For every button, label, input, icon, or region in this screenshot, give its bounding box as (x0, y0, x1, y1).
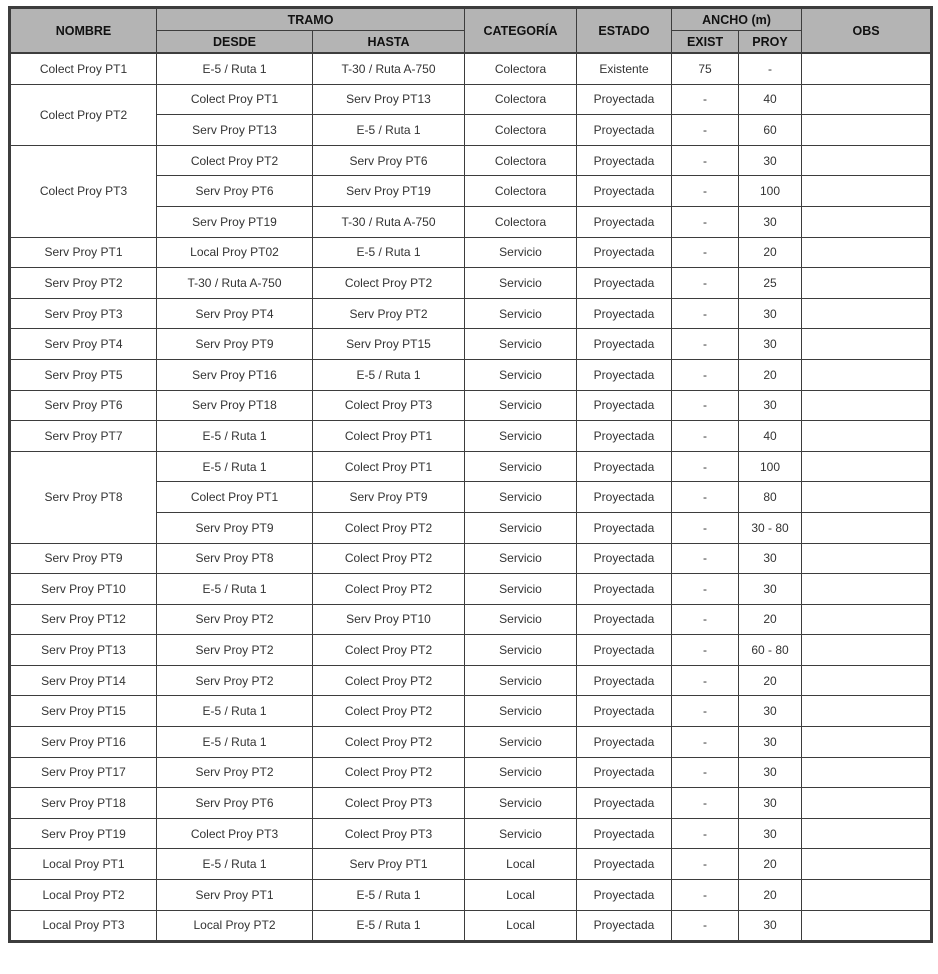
cell-desde: Serv Proy PT1 (157, 880, 313, 911)
cell-estado: Proyectada (577, 757, 672, 788)
cell-estado: Proyectada (577, 451, 672, 482)
cell-estado: Proyectada (577, 604, 672, 635)
cell-exist: - (672, 574, 739, 605)
cell-proy: 30 (739, 696, 802, 727)
table-row (10, 329, 932, 360)
cell-estado: Proyectada (577, 298, 672, 329)
cell-exist: - (672, 512, 739, 543)
cell-desde: E-5 / Ruta 1 (157, 849, 313, 880)
cell-estado: Proyectada (577, 268, 672, 299)
cell-nombre: Serv Proy PT7 (10, 421, 157, 452)
cell-desde: Colect Proy PT1 (157, 482, 313, 513)
cell-exist: - (672, 237, 739, 268)
cell-estado: Proyectada (577, 115, 672, 146)
cell-proy: 40 (739, 84, 802, 115)
cell-hasta: E-5 / Ruta 1 (313, 880, 465, 911)
cell-hasta: Colect Proy PT3 (313, 390, 465, 421)
col-header-proy: PROY (739, 31, 802, 54)
cell-exist: - (672, 421, 739, 452)
cell-hasta: Serv Proy PT1 (313, 849, 465, 880)
cell-hasta: Colect Proy PT2 (313, 665, 465, 696)
cell-estado: Proyectada (577, 910, 672, 942)
cell-proy: 25 (739, 268, 802, 299)
cell-exist: - (672, 145, 739, 176)
cell-desde: Serv Proy PT19 (157, 206, 313, 237)
cell-obs (802, 788, 932, 819)
cell-categoria: Local (465, 880, 577, 911)
table-row (10, 145, 932, 176)
cell-obs (802, 298, 932, 329)
cell-obs (802, 145, 932, 176)
cell-proy: 20 (739, 665, 802, 696)
cell-estado: Proyectada (577, 788, 672, 819)
cell-categoria: Servicio (465, 635, 577, 666)
cell-categoria: Servicio (465, 727, 577, 758)
cell-obs (802, 115, 932, 146)
cell-obs (802, 237, 932, 268)
cell-proy: 20 (739, 849, 802, 880)
cell-nombre: Serv Proy PT14 (10, 665, 157, 696)
cell-exist: - (672, 206, 739, 237)
cell-nombre: Serv Proy PT16 (10, 727, 157, 758)
cell-obs (802, 512, 932, 543)
cell-exist: - (672, 910, 739, 942)
cell-obs (802, 543, 932, 574)
roads-table (8, 6, 933, 943)
col-header-exist: EXIST (672, 31, 739, 54)
cell-desde: E-5 / Ruta 1 (157, 574, 313, 605)
cell-exist: - (672, 298, 739, 329)
cell-hasta: Colect Proy PT2 (313, 512, 465, 543)
cell-obs (802, 84, 932, 115)
cell-hasta: Serv Proy PT15 (313, 329, 465, 360)
cell-hasta: Colect Proy PT3 (313, 818, 465, 849)
cell-categoria: Colectora (465, 115, 577, 146)
cell-hasta: Colect Proy PT2 (313, 757, 465, 788)
table-row (10, 53, 932, 84)
cell-exist: - (672, 451, 739, 482)
cell-estado: Proyectada (577, 359, 672, 390)
cell-nombre: Colect Proy PT1 (10, 53, 157, 84)
cell-proy: 20 (739, 604, 802, 635)
cell-exist: - (672, 788, 739, 819)
table-row (10, 757, 932, 788)
cell-categoria: Local (465, 849, 577, 880)
cell-obs (802, 329, 932, 360)
cell-estado: Proyectada (577, 390, 672, 421)
cell-proy: 100 (739, 451, 802, 482)
cell-obs (802, 574, 932, 605)
cell-obs (802, 206, 932, 237)
cell-nombre: Colect Proy PT2 (10, 84, 157, 145)
cell-categoria: Servicio (465, 268, 577, 299)
cell-hasta: Colect Proy PT2 (313, 635, 465, 666)
cell-hasta: E-5 / Ruta 1 (313, 910, 465, 942)
cell-categoria: Servicio (465, 574, 577, 605)
table-row (10, 665, 932, 696)
cell-proy: 20 (739, 237, 802, 268)
cell-categoria: Servicio (465, 788, 577, 819)
cell-exist: - (672, 665, 739, 696)
cell-estado: Proyectada (577, 176, 672, 207)
cell-categoria: Servicio (465, 696, 577, 727)
cell-nombre: Serv Proy PT8 (10, 451, 157, 543)
cell-exist: - (672, 757, 739, 788)
cell-categoria: Servicio (465, 421, 577, 452)
cell-desde: E-5 / Ruta 1 (157, 696, 313, 727)
col-header-categoria: CATEGORÍA (465, 8, 577, 54)
cell-categoria: Colectora (465, 206, 577, 237)
cell-exist: 75 (672, 53, 739, 84)
table-row (10, 359, 932, 390)
cell-obs (802, 880, 932, 911)
cell-proy: 80 (739, 482, 802, 513)
table-row (10, 543, 932, 574)
cell-exist: - (672, 390, 739, 421)
cell-categoria: Servicio (465, 818, 577, 849)
cell-estado: Proyectada (577, 329, 672, 360)
cell-estado: Proyectada (577, 237, 672, 268)
cell-nombre: Serv Proy PT1 (10, 237, 157, 268)
cell-desde: Serv Proy PT13 (157, 115, 313, 146)
cell-obs (802, 849, 932, 880)
cell-categoria: Servicio (465, 512, 577, 543)
cell-estado: Proyectada (577, 849, 672, 880)
cell-hasta: Colect Proy PT2 (313, 268, 465, 299)
cell-hasta: Colect Proy PT3 (313, 788, 465, 819)
cell-exist: - (672, 604, 739, 635)
cell-obs (802, 482, 932, 513)
cell-desde: Colect Proy PT2 (157, 145, 313, 176)
cell-nombre: Serv Proy PT2 (10, 268, 157, 299)
cell-nombre: Serv Proy PT19 (10, 818, 157, 849)
cell-categoria: Servicio (465, 390, 577, 421)
cell-proy: 30 (739, 574, 802, 605)
table-row (10, 268, 932, 299)
cell-obs (802, 451, 932, 482)
cell-exist: - (672, 727, 739, 758)
cell-estado: Proyectada (577, 635, 672, 666)
table-header (10, 8, 932, 54)
table-row (10, 237, 932, 268)
cell-nombre: Local Proy PT1 (10, 849, 157, 880)
cell-proy: 30 (739, 788, 802, 819)
cell-desde: Serv Proy PT18 (157, 390, 313, 421)
cell-desde: Serv Proy PT6 (157, 788, 313, 819)
cell-hasta: Serv Proy PT2 (313, 298, 465, 329)
cell-estado: Proyectada (577, 880, 672, 911)
cell-estado: Proyectada (577, 145, 672, 176)
cell-hasta: Colect Proy PT2 (313, 543, 465, 574)
cell-estado: Proyectada (577, 727, 672, 758)
cell-proy: 40 (739, 421, 802, 452)
cell-nombre: Serv Proy PT13 (10, 635, 157, 666)
cell-hasta: Colect Proy PT1 (313, 421, 465, 452)
cell-obs (802, 665, 932, 696)
cell-proy: 30 (739, 206, 802, 237)
cell-categoria: Servicio (465, 329, 577, 360)
cell-proy: 30 (739, 145, 802, 176)
cell-categoria: Servicio (465, 237, 577, 268)
cell-categoria: Servicio (465, 604, 577, 635)
cell-hasta: T-30 / Ruta A-750 (313, 53, 465, 84)
cell-exist: - (672, 543, 739, 574)
cell-categoria: Local (465, 910, 577, 942)
cell-hasta: Serv Proy PT9 (313, 482, 465, 513)
header-row-1 (10, 8, 932, 31)
cell-exist: - (672, 482, 739, 513)
cell-proy: 30 (739, 543, 802, 574)
table-row (10, 451, 932, 482)
cell-proy: 30 (739, 329, 802, 360)
cell-estado: Proyectada (577, 512, 672, 543)
cell-hasta: Colect Proy PT2 (313, 574, 465, 605)
cell-desde: Serv Proy PT9 (157, 329, 313, 360)
cell-nombre: Serv Proy PT17 (10, 757, 157, 788)
cell-estado: Proyectada (577, 543, 672, 574)
cell-obs (802, 727, 932, 758)
cell-estado: Proyectada (577, 206, 672, 237)
cell-hasta: E-5 / Ruta 1 (313, 237, 465, 268)
table-row (10, 84, 932, 115)
cell-nombre: Serv Proy PT5 (10, 359, 157, 390)
table-body (10, 53, 932, 942)
cell-estado: Proyectada (577, 84, 672, 115)
cell-nombre: Serv Proy PT3 (10, 298, 157, 329)
col-header-obs: OBS (802, 8, 932, 54)
cell-desde: Serv Proy PT4 (157, 298, 313, 329)
cell-hasta: Colect Proy PT2 (313, 727, 465, 758)
cell-desde: Colect Proy PT1 (157, 84, 313, 115)
cell-desde: Local Proy PT02 (157, 237, 313, 268)
cell-categoria: Servicio (465, 451, 577, 482)
table-row (10, 788, 932, 819)
col-header-ancho: ANCHO (m) (672, 8, 802, 31)
cell-proy: 20 (739, 880, 802, 911)
cell-desde: Serv Proy PT2 (157, 635, 313, 666)
cell-categoria: Colectora (465, 145, 577, 176)
cell-estado: Proyectada (577, 696, 672, 727)
cell-desde: E-5 / Ruta 1 (157, 421, 313, 452)
cell-nombre: Local Proy PT2 (10, 880, 157, 911)
cell-hasta: Colect Proy PT1 (313, 451, 465, 482)
cell-categoria: Servicio (465, 757, 577, 788)
cell-categoria: Servicio (465, 482, 577, 513)
cell-estado: Proyectada (577, 482, 672, 513)
cell-exist: - (672, 84, 739, 115)
cell-nombre: Serv Proy PT6 (10, 390, 157, 421)
cell-categoria: Servicio (465, 543, 577, 574)
table-row (10, 390, 932, 421)
col-header-nombre: NOMBRE (10, 8, 157, 54)
cell-hasta: T-30 / Ruta A-750 (313, 206, 465, 237)
table-row (10, 635, 932, 666)
cell-categoria: Servicio (465, 359, 577, 390)
cell-categoria: Servicio (465, 665, 577, 696)
cell-obs (802, 635, 932, 666)
cell-hasta: E-5 / Ruta 1 (313, 359, 465, 390)
cell-exist: - (672, 268, 739, 299)
cell-hasta: E-5 / Ruta 1 (313, 115, 465, 146)
col-header-tramo: TRAMO (157, 8, 465, 31)
cell-desde: E-5 / Ruta 1 (157, 53, 313, 84)
cell-proy: 30 (739, 910, 802, 942)
cell-hasta: Colect Proy PT2 (313, 696, 465, 727)
table-row (10, 696, 932, 727)
cell-desde: Serv Proy PT16 (157, 359, 313, 390)
table-row (10, 298, 932, 329)
table-row (10, 421, 932, 452)
cell-nombre: Serv Proy PT9 (10, 543, 157, 574)
cell-obs (802, 696, 932, 727)
cell-exist: - (672, 818, 739, 849)
cell-nombre: Serv Proy PT4 (10, 329, 157, 360)
cell-exist: - (672, 115, 739, 146)
cell-obs (802, 604, 932, 635)
table-row (10, 849, 932, 880)
cell-proy: 30 - 80 (739, 512, 802, 543)
cell-desde: E-5 / Ruta 1 (157, 727, 313, 758)
cell-proy: 100 (739, 176, 802, 207)
cell-proy: 30 (739, 757, 802, 788)
cell-obs (802, 910, 932, 942)
cell-hasta: Serv Proy PT19 (313, 176, 465, 207)
cell-obs (802, 390, 932, 421)
table-row (10, 604, 932, 635)
cell-proy: 60 (739, 115, 802, 146)
cell-obs (802, 757, 932, 788)
cell-proy: 20 (739, 359, 802, 390)
cell-estado: Proyectada (577, 665, 672, 696)
table-row (10, 910, 932, 942)
cell-nombre: Serv Proy PT15 (10, 696, 157, 727)
cell-exist: - (672, 849, 739, 880)
cell-obs (802, 53, 932, 84)
cell-proy: 30 (739, 727, 802, 758)
cell-exist: - (672, 880, 739, 911)
cell-estado: Proyectada (577, 574, 672, 605)
cell-hasta: Serv Proy PT10 (313, 604, 465, 635)
cell-categoria: Colectora (465, 176, 577, 207)
cell-desde: Colect Proy PT3 (157, 818, 313, 849)
col-header-estado: ESTADO (577, 8, 672, 54)
cell-estado: Existente (577, 53, 672, 84)
cell-nombre: Serv Proy PT12 (10, 604, 157, 635)
cell-obs (802, 176, 932, 207)
cell-hasta: Serv Proy PT13 (313, 84, 465, 115)
cell-proy: - (739, 53, 802, 84)
cell-exist: - (672, 176, 739, 207)
cell-desde: Serv Proy PT6 (157, 176, 313, 207)
cell-proy: 30 (739, 818, 802, 849)
cell-desde: Serv Proy PT2 (157, 757, 313, 788)
cell-nombre: Colect Proy PT3 (10, 145, 157, 237)
cell-estado: Proyectada (577, 818, 672, 849)
cell-categoria: Colectora (465, 53, 577, 84)
cell-desde: T-30 / Ruta A-750 (157, 268, 313, 299)
cell-obs (802, 421, 932, 452)
cell-exist: - (672, 635, 739, 666)
cell-exist: - (672, 329, 739, 360)
cell-nombre: Local Proy PT3 (10, 910, 157, 942)
cell-proy: 30 (739, 298, 802, 329)
cell-obs (802, 359, 932, 390)
table-row (10, 574, 932, 605)
cell-proy: 60 - 80 (739, 635, 802, 666)
table-row (10, 818, 932, 849)
cell-desde: E-5 / Ruta 1 (157, 451, 313, 482)
cell-desde: Serv Proy PT8 (157, 543, 313, 574)
col-header-desde: DESDE (157, 31, 313, 54)
cell-nombre: Serv Proy PT10 (10, 574, 157, 605)
cell-desde: Serv Proy PT2 (157, 604, 313, 635)
cell-desde: Serv Proy PT9 (157, 512, 313, 543)
col-header-hasta: HASTA (313, 31, 465, 54)
table-row (10, 880, 932, 911)
table-row (10, 727, 932, 758)
cell-categoria: Colectora (465, 84, 577, 115)
cell-hasta: Serv Proy PT6 (313, 145, 465, 176)
cell-categoria: Servicio (465, 298, 577, 329)
cell-exist: - (672, 359, 739, 390)
cell-proy: 30 (739, 390, 802, 421)
cell-desde: Local Proy PT2 (157, 910, 313, 942)
cell-exist: - (672, 696, 739, 727)
cell-nombre: Serv Proy PT18 (10, 788, 157, 819)
cell-estado: Proyectada (577, 421, 672, 452)
cell-desde: Serv Proy PT2 (157, 665, 313, 696)
cell-obs (802, 268, 932, 299)
cell-obs (802, 818, 932, 849)
